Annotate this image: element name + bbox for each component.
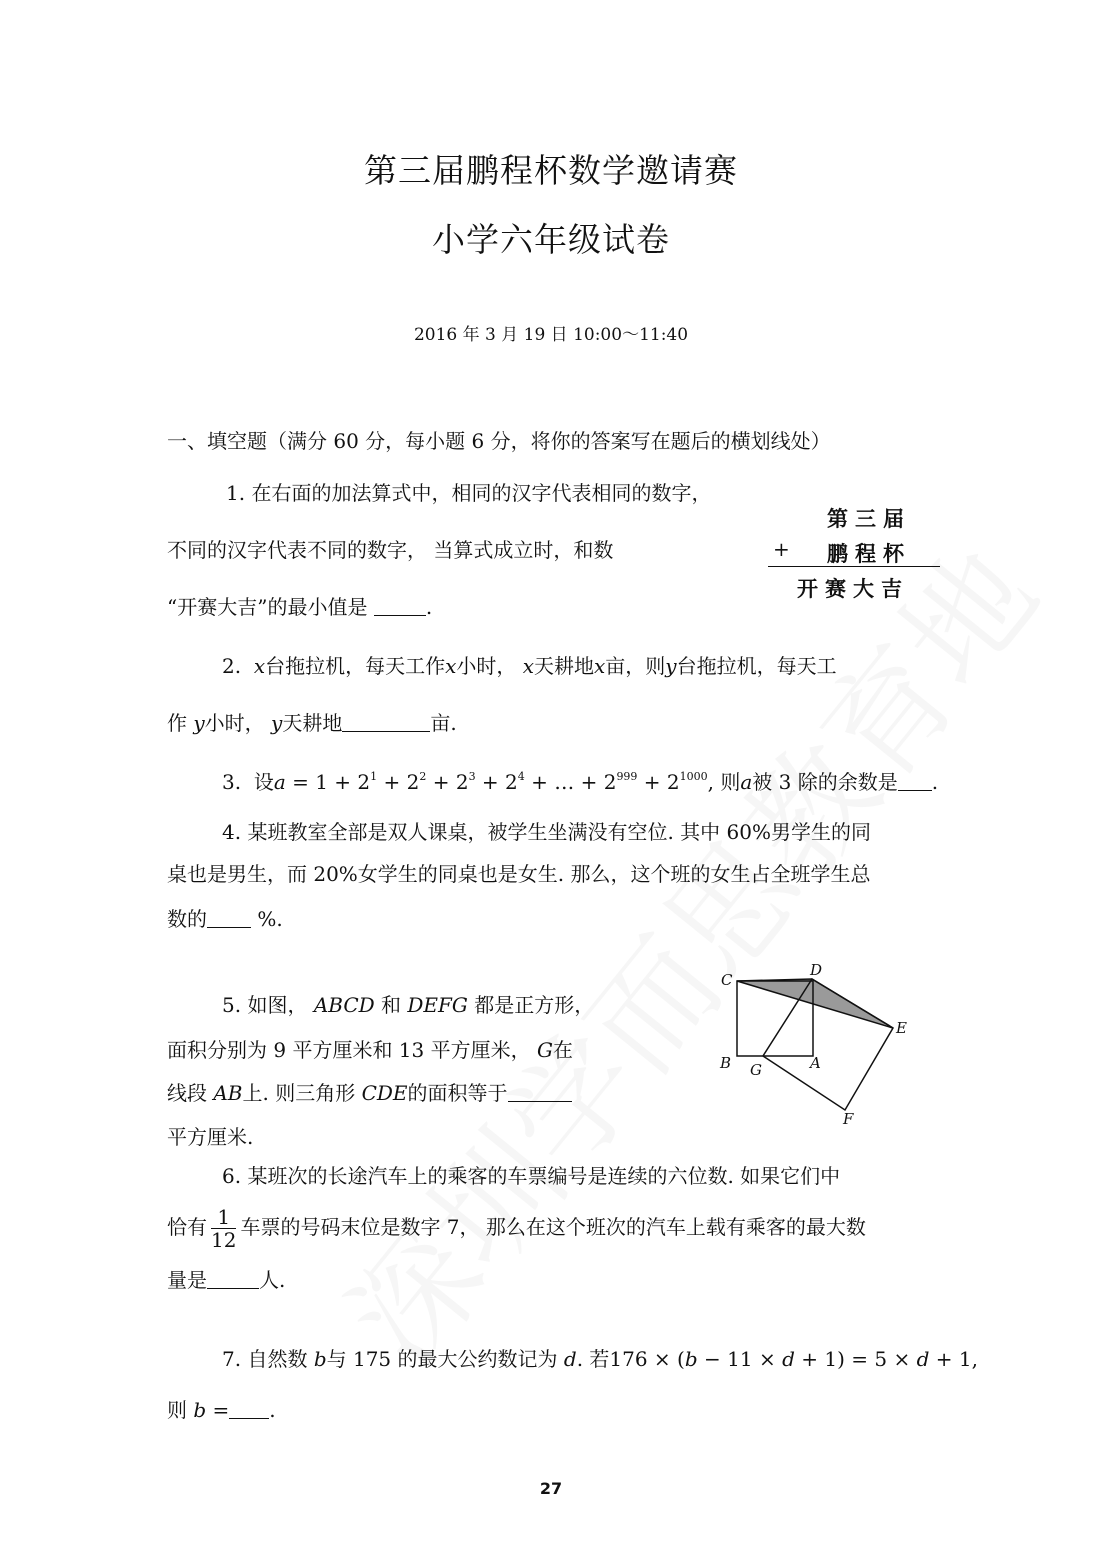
- q2-answer-blank[interactable]: [342, 715, 430, 732]
- addition-sum-line: [768, 566, 940, 567]
- var-d: d: [782, 1347, 795, 1371]
- q5-text: 和: [381, 993, 402, 1017]
- exponent: 1: [370, 770, 378, 783]
- q6-line3: [167, 1270, 285, 1290]
- q2-text: 亩.: [430, 711, 457, 735]
- q3-end: .: [931, 770, 939, 794]
- q1-line1: 1. 在右面的加法算式中，相同的汉字代表相同的数字，: [226, 481, 712, 505]
- exam-title: 第三届鹏程杯数学邀请赛: [364, 151, 738, 190]
- fraction-numerator: 1: [211, 1206, 236, 1229]
- q7-text: 7. 自然数: [222, 1347, 308, 1371]
- q3-expr: = 1 + 2: [292, 770, 371, 794]
- q1-line3: [167, 597, 432, 617]
- q3-text: 设: [253, 770, 274, 794]
- addition-puzzle-row3: 开赛大吉: [797, 577, 909, 601]
- q2-line1: [222, 656, 837, 676]
- q2-text: 天耕地: [282, 711, 343, 735]
- q3-number: 3.: [222, 770, 242, 794]
- q3-expr: + 2: [481, 770, 518, 794]
- fraction-one-twelfth: [211, 1206, 236, 1251]
- shaded-triangle-cde: [737, 979, 893, 1028]
- var-a: a: [273, 770, 286, 794]
- label-e: E: [896, 1019, 907, 1037]
- q4-answer-blank[interactable]: [207, 911, 251, 928]
- q1-end: .: [425, 595, 433, 619]
- label-d: D: [810, 961, 823, 979]
- addition-puzzle-row1: 第三届: [827, 507, 911, 531]
- q3-expr: + 2: [643, 770, 680, 794]
- exam-date: 2016 年 3 月 19 日 10:00～11:40: [413, 325, 689, 345]
- square-defg: DEFG: [407, 993, 468, 1017]
- q6-text: 车票的号码末位是数字 7， 那么在这个班次的汽车上载有乘客的最大数: [240, 1215, 866, 1239]
- exam-subtitle: 小学六年级试卷: [432, 220, 670, 259]
- q3-line: [222, 772, 938, 792]
- q5-text: 的面积等于: [407, 1081, 508, 1105]
- label-f: F: [843, 1110, 854, 1128]
- watermark: [222, 408, 1102, 1493]
- q7-end: .: [269, 1398, 276, 1422]
- point-g: G: [536, 1038, 553, 1062]
- q2-text: 作: [167, 711, 187, 735]
- exponent: 1000: [679, 770, 708, 783]
- q5-text: 线段: [167, 1081, 207, 1105]
- q2-text: 台拖拉机，每天工: [676, 654, 837, 678]
- q5-text: 都是正方形，: [474, 993, 595, 1017]
- q3-expr: + 2: [432, 770, 469, 794]
- q5-text: 上. 则三角形: [242, 1081, 356, 1105]
- q1-line2: 不同的汉字代表不同的数字， 当算式成立时，和数: [167, 538, 614, 562]
- q5-text: 5. 如图，: [222, 993, 308, 1017]
- label-a: A: [810, 1054, 821, 1072]
- q7-line2: [167, 1400, 276, 1420]
- section-heading: 一、填空题（满分 60 分，每小题 6 分，将你的答案写在题后的横划线处）: [167, 429, 831, 453]
- q6-line2: [167, 1202, 866, 1252]
- q6-text: 人.: [259, 1268, 286, 1292]
- var-d: d: [563, 1347, 577, 1371]
- var-x: x: [253, 654, 266, 678]
- q2-number: 2.: [222, 654, 242, 678]
- q6-answer-blank[interactable]: [207, 1272, 259, 1289]
- geometry-figure: [700, 955, 930, 1135]
- q6-text: 量是: [167, 1268, 207, 1292]
- exponent: 2: [419, 770, 427, 783]
- var-b: b: [193, 1398, 207, 1422]
- q7-text: 与 175 的最大公约数记为: [326, 1347, 558, 1371]
- var-b: b: [313, 1347, 327, 1371]
- q1-answer-blank[interactable]: [374, 599, 426, 616]
- q7-text: =: [212, 1398, 230, 1422]
- q4-line3: [167, 909, 283, 929]
- var-y: y: [193, 711, 205, 735]
- q2-text: 小时，: [456, 654, 517, 678]
- q7-expr: + 1) = 5 ×: [801, 1347, 911, 1371]
- var-x: x: [522, 654, 535, 678]
- var-x: x: [594, 654, 606, 678]
- q5-line4: 平方厘米.: [167, 1125, 254, 1149]
- q2-text: 台拖拉机，每天工作: [265, 654, 446, 678]
- q5-line3: [167, 1083, 572, 1103]
- q2-text: 亩，则: [605, 654, 666, 678]
- q5-line1: [222, 995, 594, 1015]
- var-x: x: [445, 654, 457, 678]
- q7-text: 则: [167, 1398, 187, 1422]
- q1-line3-text: “开赛大吉”的最小值是: [167, 595, 368, 619]
- var-y: y: [665, 654, 677, 678]
- label-c: C: [721, 971, 733, 989]
- q2-line2: [167, 713, 457, 733]
- q2-text: 天耕地: [534, 654, 595, 678]
- q3-text: , 则: [707, 770, 741, 794]
- exponent: 3: [468, 770, 476, 783]
- q4-text: 数的: [167, 907, 207, 931]
- q7-expr: . 若176 × (: [576, 1347, 685, 1371]
- q7-expr: − 11 ×: [704, 1347, 776, 1371]
- var-y: y: [271, 711, 283, 735]
- fraction-denominator: 12: [211, 1228, 237, 1252]
- triangle-cde: CDE: [361, 1081, 408, 1105]
- var-b: b: [684, 1347, 698, 1371]
- q5-text: 在: [552, 1038, 573, 1062]
- addition-puzzle-row2: 鹏程杯: [827, 542, 911, 566]
- label-g: G: [750, 1061, 762, 1079]
- q4-text: %.: [257, 907, 283, 931]
- q5-answer-blank[interactable]: [508, 1085, 572, 1102]
- q5-line2: [167, 1040, 573, 1060]
- page-number: 27: [539, 1479, 563, 1498]
- square-abcd: ABCD: [313, 993, 375, 1017]
- exponent: 4: [517, 770, 525, 783]
- q3-expr: + … + 2: [531, 770, 617, 794]
- q7-answer-blank[interactable]: [229, 1402, 269, 1419]
- var-d: d: [916, 1347, 930, 1371]
- segment-ab: AB: [213, 1081, 243, 1105]
- q4-line2: 桌也是男生，而 20%女学生的同桌也是女生. 那么，这个班的女生占全班学生总: [167, 862, 871, 886]
- q3-expr: + 2: [383, 770, 420, 794]
- exponent: 999: [616, 770, 638, 783]
- q2-text: 小时，: [204, 711, 265, 735]
- q3-answer-blank[interactable]: [898, 774, 932, 791]
- q6-text: 恰有: [167, 1215, 207, 1239]
- var-a: a: [740, 770, 753, 794]
- q7-expr: + 1,: [935, 1347, 978, 1371]
- q6-line1: 6. 某班次的长途汽车上的乘客的车票编号是连续的六位数. 如果它们中: [222, 1164, 841, 1188]
- label-b: B: [720, 1054, 732, 1072]
- addition-plus-sign: +: [773, 537, 790, 561]
- q3-text: 被 3 除的余数是: [752, 770, 898, 794]
- q5-text: 面积分别为 9 平方厘米和 13 平方厘米，: [167, 1038, 531, 1062]
- q7-line1: [222, 1349, 978, 1369]
- q4-line1: 4. 某班教室全部是双人课桌，被学生坐满没有空位. 其中 60%男学生的同: [222, 820, 871, 844]
